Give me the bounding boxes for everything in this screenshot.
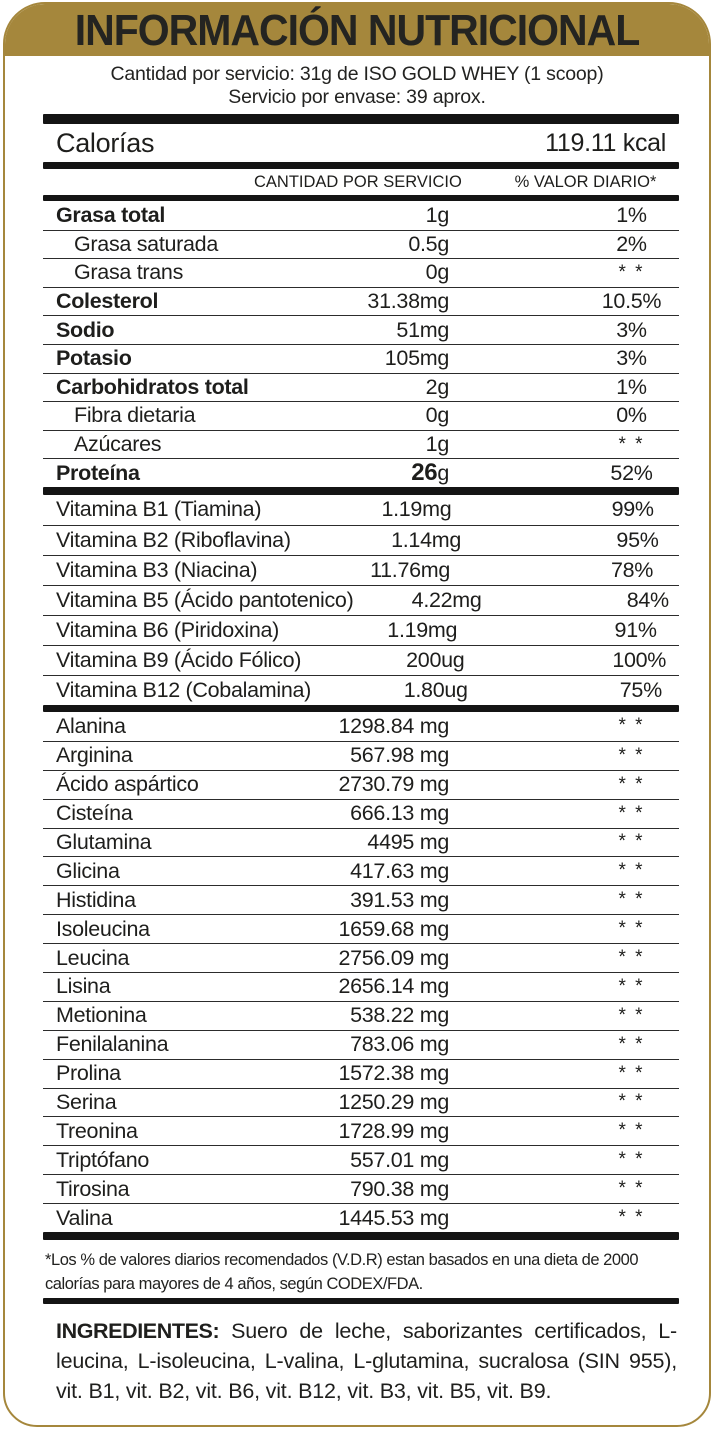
row-name: Histidina (56, 887, 136, 912)
amino-acid-section (43, 712, 679, 1232)
table-row (43, 344, 679, 373)
row-amount: 0g (425, 260, 449, 285)
table-row (43, 1174, 679, 1203)
row-amount: 1572.38 mg (338, 1061, 449, 1086)
row-name: Vitamina B6 (Piridoxina) (56, 617, 280, 642)
row-dv: 99% (611, 497, 654, 522)
table-row (43, 1203, 679, 1232)
protein-unit: g (437, 461, 449, 486)
row-amount: 11.76mg (370, 557, 451, 582)
row-amount: 1659.68 mg (338, 916, 449, 941)
table-row (43, 1059, 679, 1088)
row-dv: * * (618, 773, 645, 795)
row-name: Azúcares (74, 432, 162, 457)
row-amount: 0.5g (408, 231, 449, 256)
serving-line-2: Servicio por envase: 39 aprox. (228, 85, 486, 108)
row-amount: 0g (425, 403, 449, 428)
macronutrient-section (43, 201, 679, 487)
table-row (43, 828, 679, 857)
row-amount: 31.38mg (367, 289, 449, 314)
row-dv: 75% (619, 677, 662, 702)
row-dv: 78% (610, 557, 654, 582)
row-name: Fenilalanina (56, 1032, 169, 1057)
row-name: Sodio (56, 317, 115, 342)
table-row (43, 972, 679, 1001)
row-name: Carbohidratos total (56, 374, 249, 399)
label-content (43, 114, 679, 1406)
row-dv: * * (618, 831, 645, 853)
row-dv: 1% (616, 202, 647, 227)
row-dv: * * (618, 1033, 645, 1055)
row-dv: * * (618, 975, 645, 997)
row-name: Triptófano (56, 1147, 150, 1172)
row-dv: * * (618, 802, 645, 824)
table-row (43, 525, 679, 555)
table-row (43, 1116, 679, 1145)
table-row (43, 201, 679, 230)
row-amount: 790.38 mg (350, 1176, 449, 1201)
serving-line-1: Cantidad por servicio: 31g de ISO GOLD WHEY (1 scoop) (110, 63, 604, 85)
row-name: Vitamina B1 (Tiamina) (56, 497, 262, 522)
row-amount: 1.19mg (387, 617, 458, 642)
row-amount: 4.22mg (411, 587, 482, 612)
ingredients-text: Suero de leche, saborizantes certificados, L-leucina, L-isoleucina, L-valina, L-glutamina, sucralosa (SIN 955), vit. B1, vit. B2, vit. B6, vit. B12, vit. B3, vit. B5, vit. B9. (56, 1318, 677, 1403)
row-amount: 200ug (406, 647, 465, 672)
row-dv: * * (618, 1178, 645, 1200)
table-row (43, 943, 679, 972)
row-amount: 538.22 mg (350, 1003, 449, 1028)
row-name: Leucina (56, 945, 130, 970)
table-row (43, 495, 679, 525)
ingredients (43, 1304, 679, 1406)
row-name: Metionina (56, 1003, 147, 1028)
row-dv: * * (618, 889, 645, 911)
table-row (43, 645, 679, 675)
row-name: Vitamina B2 (Riboflavina) (56, 527, 291, 552)
row-dv: * * (618, 947, 645, 968)
row-amount: 1.80ug (403, 677, 468, 702)
row-name: Proteína (56, 460, 140, 485)
row-dv: * * (618, 1091, 645, 1113)
row-amount: 567.98 mg (350, 743, 449, 768)
row-dv: * * (618, 261, 645, 283)
row-name: Glutamina (56, 829, 152, 854)
row-name: Colesterol (56, 289, 159, 314)
row-amount: 2656.14 mg (338, 974, 449, 999)
row-name: Grasa trans (74, 260, 184, 285)
column-header-row (43, 169, 679, 195)
row-name: Treonina (56, 1118, 138, 1143)
table-row (43, 770, 679, 799)
calories-label: Calorías (56, 127, 155, 158)
row-amount: 2g (425, 374, 449, 399)
table-row (43, 230, 679, 259)
table-row (43, 741, 679, 770)
row-amount: 1.14mg (391, 527, 462, 552)
section-divider (43, 114, 679, 124)
row-dv: * * (618, 1004, 645, 1026)
row-dv: * * (618, 744, 645, 766)
section-divider (43, 705, 679, 712)
row-amount: 1445.53 mg (338, 1205, 449, 1230)
table-row (43, 712, 679, 741)
table-row (43, 287, 679, 316)
row-name: Vitamina B9 (Ácido Fólico) (56, 647, 302, 672)
row-name: Lisina (56, 974, 111, 999)
row-dv: 95% (616, 527, 659, 552)
row-amount (254, 459, 454, 487)
row-name: Alanina (56, 713, 126, 738)
table-row (43, 799, 679, 828)
vitamin-section (43, 495, 679, 705)
table-row (43, 258, 679, 287)
row-dv: 10.5% (601, 289, 662, 314)
row-name: Prolina (56, 1061, 121, 1086)
section-divider (43, 1232, 679, 1240)
table-row (43, 675, 679, 705)
table-row (43, 430, 679, 459)
row-dv: * * (618, 1062, 645, 1084)
row-name: Arginina (56, 743, 133, 768)
row-dv: * * (618, 1120, 645, 1142)
row-dv: * * (618, 715, 645, 737)
row-dv: 3% (616, 317, 647, 342)
row-amount: 1298.84 mg (338, 713, 449, 738)
table-row (43, 555, 679, 585)
row-dv: * * (618, 918, 645, 940)
table-row (43, 1145, 679, 1174)
dv-column-header: % VALOR DIARIO* (514, 172, 657, 191)
row-dv: 2% (616, 231, 647, 256)
table-row (43, 914, 679, 943)
table-row (43, 585, 679, 615)
row-name: Grasa total (56, 202, 166, 227)
table-row (43, 885, 679, 914)
header-band (5, 4, 709, 56)
ingredients-label: INGREDIENTES: (56, 1318, 220, 1343)
row-amount: 557.01 mg (350, 1147, 449, 1172)
table-row (43, 373, 679, 402)
row-amount: 1250.29 mg (338, 1089, 449, 1114)
row-name: Ácido aspártico (56, 772, 199, 797)
table-row (43, 1001, 679, 1030)
row-amount: 4495 mg (367, 829, 449, 854)
row-dv: * * (618, 1149, 645, 1171)
row-amount: 783.06 mg (350, 1032, 449, 1057)
row-amount: 1728.99 mg (338, 1118, 449, 1143)
table-row (43, 615, 679, 645)
row-dv: * * (618, 860, 645, 882)
row-name: Valina (56, 1205, 113, 1230)
table-row (43, 458, 679, 487)
row-amount: 1g (425, 432, 449, 457)
row-amount: 51mg (396, 317, 449, 342)
row-name: Vitamina B12 (Cobalamina) (56, 677, 312, 702)
row-name: Vitamina B5 (Ácido pantotenico) (56, 587, 354, 612)
nutrition-title: INFORMACIÓN NUTRICIONAL (74, 5, 640, 54)
row-dv: * * (618, 433, 645, 455)
row-dv: 52% (610, 460, 653, 485)
row-amount: 666.13 mg (350, 801, 449, 826)
table-row (43, 856, 679, 885)
row-name: Glicina (56, 858, 120, 883)
row-dv: 91% (614, 617, 657, 642)
row-name: Tirosina (56, 1176, 130, 1201)
table-row (43, 401, 679, 430)
row-name: Vitamina B3 (Niacina) (56, 557, 258, 582)
row-amount: 1.19mg (381, 497, 452, 522)
table-row (43, 315, 679, 344)
row-name: Grasa saturada (74, 231, 218, 256)
footnote: *Los % de valores diarios recomendados (V.D.R) estan basados en una dieta de 2000 calorías para mayores de 4 años, según CODEX/FDA. (45, 1250, 639, 1293)
row-amount: 105mg (384, 346, 449, 371)
row-dv: 3% (616, 346, 647, 371)
calories-value: 119.11 kcal (545, 128, 666, 157)
section-divider (43, 162, 679, 169)
nutrition-label (3, 2, 711, 1427)
calories-row (43, 124, 679, 162)
protein-grams: 26 (411, 459, 438, 487)
row-amount: 391.53 mg (350, 887, 449, 912)
row-dv: * * (618, 1207, 645, 1229)
row-name: Cisteína (56, 801, 133, 826)
row-dv: 0% (616, 403, 647, 428)
amount-column-header: CANTIDAD POR SERVICIO (254, 172, 462, 191)
row-name: Serina (56, 1089, 117, 1114)
row-name: Fibra dietaria (74, 403, 196, 428)
serving-info (5, 56, 709, 108)
section-divider (43, 487, 679, 495)
row-amount: 1g (425, 202, 449, 227)
table-row (43, 1088, 679, 1117)
row-dv: 84% (626, 587, 669, 612)
row-amount: 2730.79 mg (338, 772, 449, 797)
row-amount: 2756.09 mg (338, 945, 449, 970)
row-dv: 1% (616, 374, 647, 399)
row-dv: 100% (612, 647, 667, 672)
row-amount: 417.63 mg (350, 858, 449, 883)
table-row (43, 1030, 679, 1059)
row-name: Potasio (56, 346, 132, 371)
row-name: Isoleucina (56, 916, 150, 941)
